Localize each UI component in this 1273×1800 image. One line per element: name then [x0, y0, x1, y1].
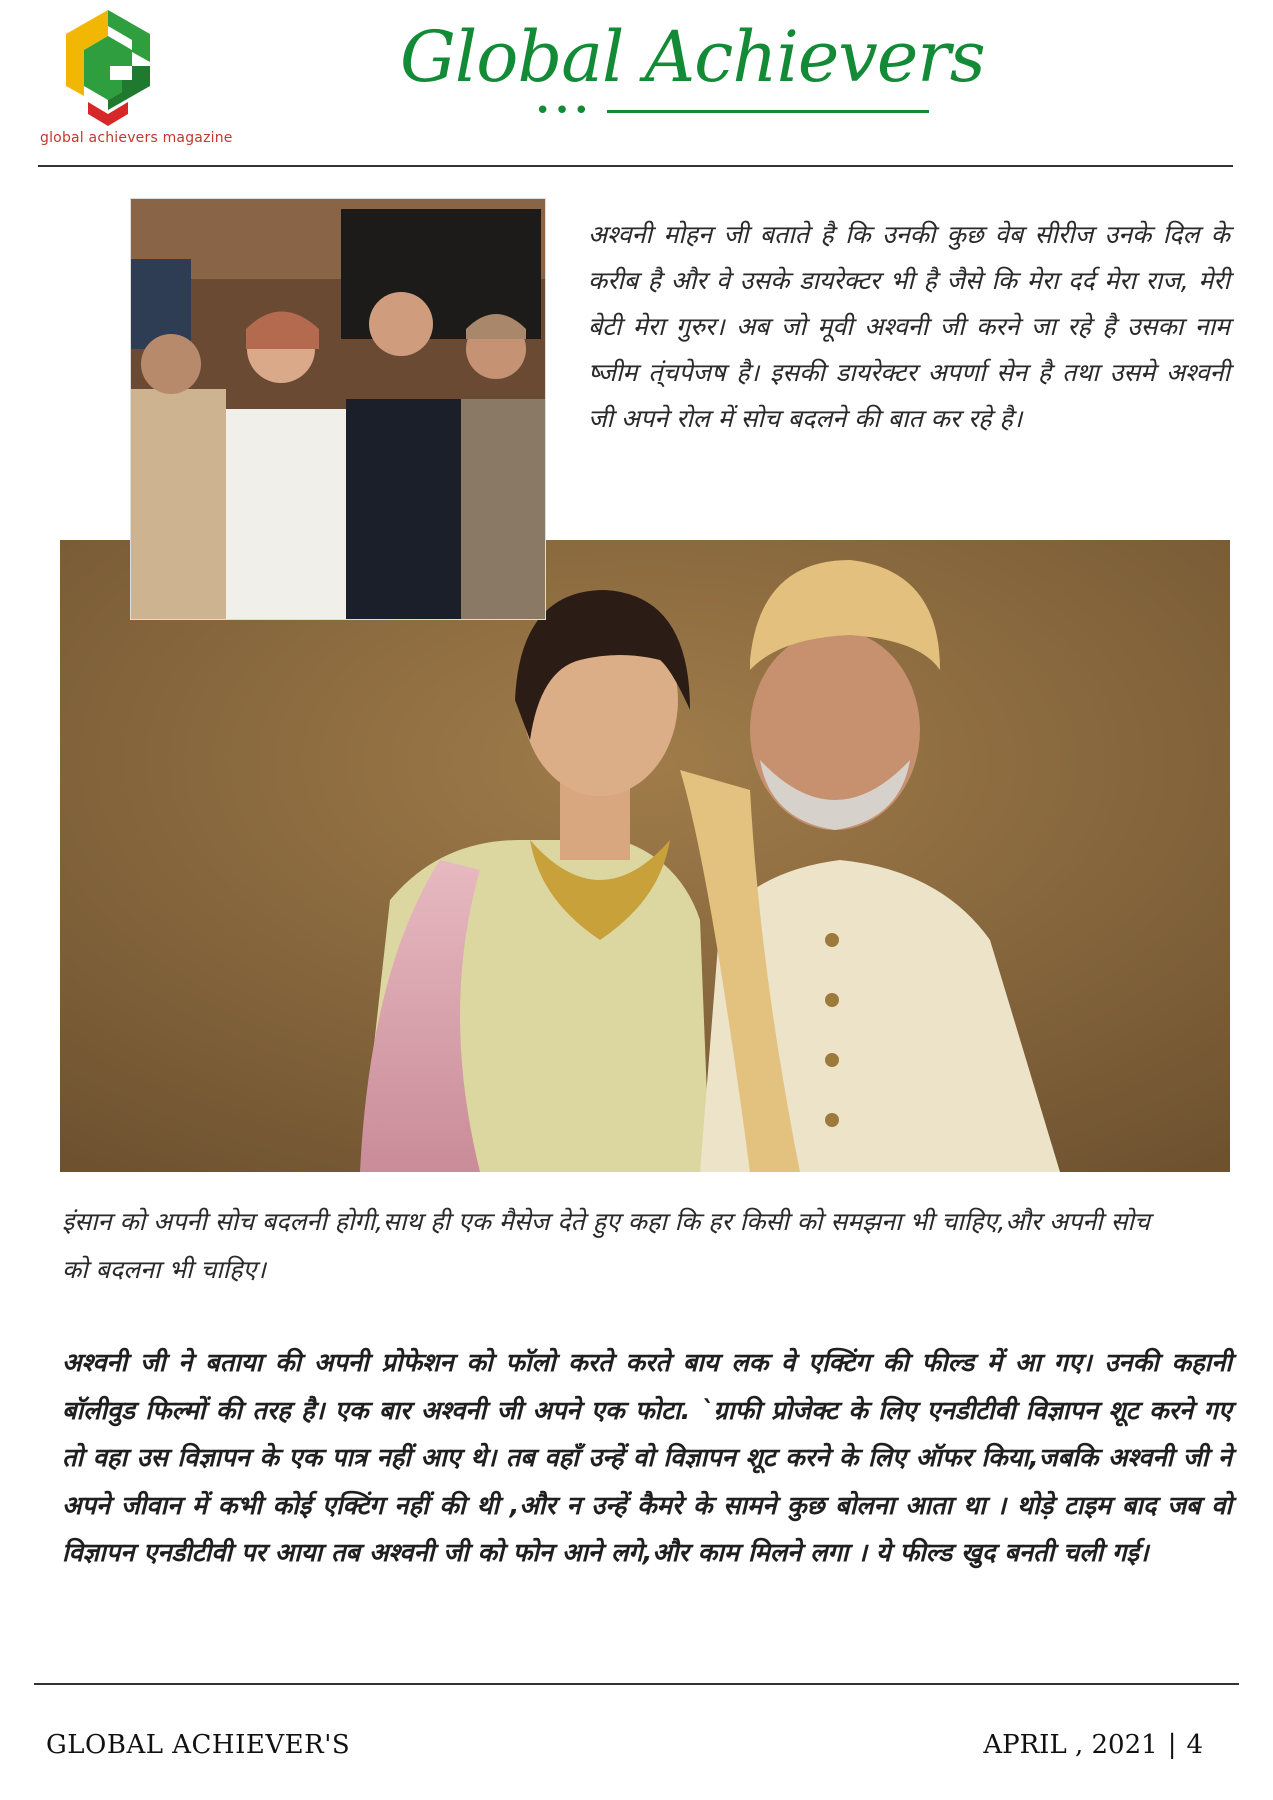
body-paragraph: अश्वनी जी ने बताया की अपनी प्रोफेशन को फॉलो करते करते बाय लक वे एक्टिंग की फील्ड में आ गए। उनकी कहानी बॉलीवुड फिल्मों की तरह है। एक बार अश्वनी जी अपने एक फोटा. `ग्राफी प्रोजेक्ट के लिए एनडीटीवी विज्ञापन शूट करने गए तो वहा उस विज्ञापन के एक पात्र नहीं आए थे। तब वहाँ उन्हें वो विज्ञापन शूट करने के लिए ऑफर किया,जबकि अश्वनी जी ने अपने जीवान में कभी कोई एक्टिंग नहीं की थी ,और न उन्हें कैमरे के सामने कुछ बोलना आता था । थोड़े टाइम बाद जब वो विज्ञापन एनडीटीवी पर आया तब अश्वनी जी को फोन आने लगे,और काम मिलने लगा । ये फील्ड खुद बनती चली गई।: [62, 1348, 1232, 1568]
logo-caption: global achievers magazine: [40, 130, 233, 146]
footer-date-page: [983, 1730, 1203, 1760]
group-photo: [130, 198, 546, 620]
footer-magazine-name: GLOBAL ACHIEVER'S: [46, 1730, 351, 1760]
masthead-title: Global Achievers: [400, 16, 985, 98]
portrait-photo-couple: [60, 540, 1230, 1172]
masthead-dots: •••: [535, 96, 594, 126]
page-number: 4: [1186, 1730, 1203, 1760]
header-divider: [38, 165, 1233, 167]
footer-divider: [34, 1683, 1239, 1685]
masthead-underline: [607, 110, 929, 113]
caption-paragraph: इंसान को अपनी सोच बदलनी होगी,साथ ही एक मैसेज देते हुए कहा कि हर किसी को समझना भी चाहिए,और अपनी सोच को बदलना भी चाहिए।: [62, 1207, 1150, 1284]
footer-separator: |: [1167, 1730, 1177, 1760]
footer-date: APRIL , 2021: [983, 1730, 1158, 1760]
intro-paragraph: अश्वनी मोहन जी बताते है कि उनकी कुछ वेब सीरीज उनके दिल के करीब है और वे उसके डायरेक्टर भी है जैसे कि मेरा दर्द मेरा राज, मेरी बेटी मेरा गुरुर। अब जो मूवी अश्वनी जी करने जा रहे है उसका नाम ष्जीम त्ंचपेजष है। इसकी डायरेक्टर अपर्णा सेन है तथा उसमे अश्वनी जी अपने रोल में सोच बदलने की बात कर रहे है।: [588, 220, 1230, 433]
